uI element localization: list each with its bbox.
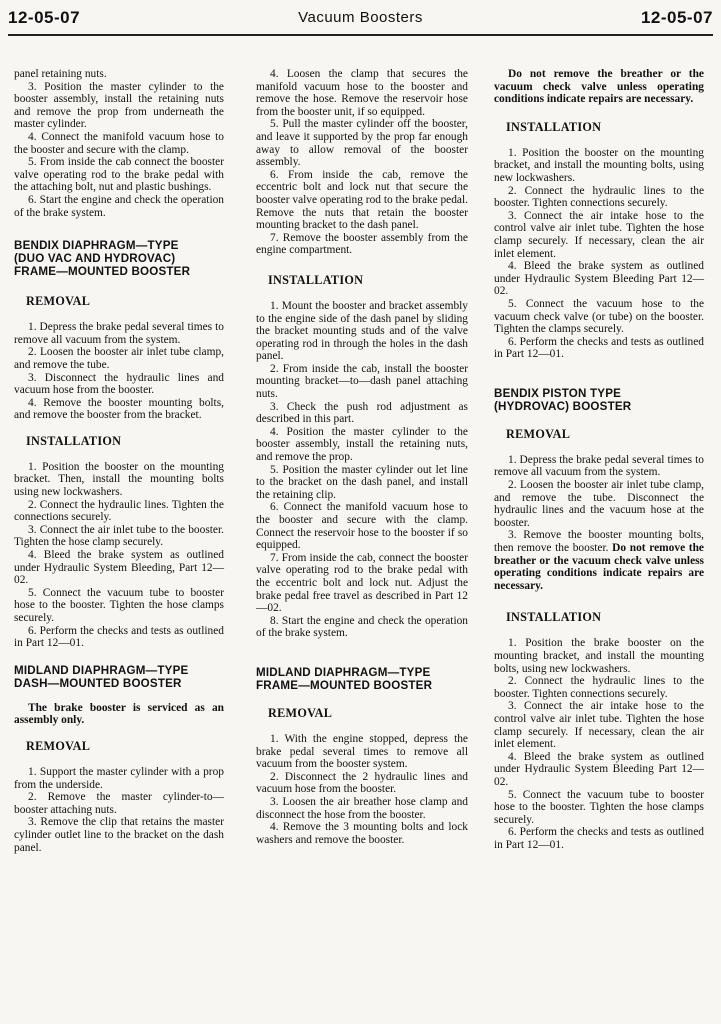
paragraph: 1. Position the booster on the mounting bracket. Then, install the mounting bolts using new lockwashers. bbox=[14, 460, 224, 499]
paragraph: 4. Position the master cylinder to the booster assembly, install the retaining nuts, and remove the prop. bbox=[256, 425, 468, 464]
paragraph: 6. From inside the cab, remove the eccentric bolt and lock nut that secure the booster valve operating rod to the brake pedal. Remove the nuts that retain the booster mounting bracket to the dash panel. bbox=[256, 168, 468, 232]
paragraph: panel retaining nuts. bbox=[14, 68, 107, 80]
paragraph: 4. Remove the 3 mounting bolts and lock washers and remove the booster. bbox=[256, 821, 468, 846]
paragraph: 7. From inside the cab, connect the booster valve operating rod to the brake pedal with the eccentric bolt and lock nut. Adjust the brake pedal free travel as described in Part 12—02. bbox=[256, 551, 468, 615]
paragraph: 6. Perform the checks and tests as outlined in Part 12—01. bbox=[14, 624, 224, 650]
heading-line: DASH—MOUNTED BOOSTER bbox=[14, 676, 182, 690]
column-2 bbox=[256, 68, 468, 846]
subheading-removal: REMOVAL bbox=[268, 705, 333, 720]
paragraph: 6. Connect the manifold vacuum hose to the booster and secure with the clamp. Connect the reservoir hose to the booster if so equipped. bbox=[256, 501, 468, 552]
paragraph: 2. Connect the hydraulic lines to the booster. Tighten connections securely. bbox=[494, 675, 704, 700]
subheading-removal: REMOVAL bbox=[26, 738, 91, 753]
paragraph: 1. Position the booster on the mounting bracket, and install the mounting bolts, using new lockwashers. bbox=[494, 146, 704, 184]
column-1 bbox=[14, 68, 224, 854]
heading-line: (HYDROVAC) BOOSTER bbox=[494, 399, 632, 413]
paragraph: 6. Perform the checks and tests as outlined in Part 12—01. bbox=[494, 335, 704, 361]
paragraph: 4. Bleed the brake system as outlined under Hydraulic System Bleeding Part 12—02. bbox=[494, 260, 704, 298]
paragraph: 1. Mount the booster and bracket assembly to the engine side of the dash panel by sliding the bracket mounting studs and of the valve operating rod in through the holes in the dash panel. bbox=[256, 299, 468, 363]
page-header bbox=[0, 0, 721, 40]
paragraph: 2. Disconnect the 2 hydraulic lines and vacuum hose from the booster. bbox=[256, 770, 468, 796]
paragraph: 8. Start the engine and check the operation of the brake system. bbox=[256, 614, 468, 640]
paragraph: 3. Connect the air intake hose to the control valve air inlet tube. Tighten the hose clamp securely. If necessary, clean the air inlet element. bbox=[494, 700, 704, 751]
paragraph: 5. Position the master cylinder out let line to the bracket on the dash panel, and install the retaining clip. bbox=[256, 463, 468, 501]
heading-line: BENDIX PISTON TYPE bbox=[494, 386, 622, 400]
heading-line: (DUO VAC AND HYDROVAC) bbox=[14, 252, 176, 266]
subheading-removal: REMOVAL bbox=[506, 426, 571, 441]
note: The brake booster is serviced as an assembly only. bbox=[14, 701, 224, 727]
paragraph: 2. Remove the master cylinder-to—booster attaching nuts. bbox=[14, 791, 224, 816]
paragraph: 5. From inside the cab connect the booster valve operating rod to the brake pedal with the attaching bolt, nut and plastic bushings. bbox=[14, 156, 224, 194]
paragraph: 3. Connect the air inlet tube to the booster. Tighten the hose clamp securely. bbox=[14, 523, 224, 549]
paragraph: 6. Perform the checks and tests as outlined in Part 12—01. bbox=[494, 826, 704, 851]
paragraph: 3. Position the master cylinder to the booster assembly, install the retaining nuts and remove the prop from underneath the master cylinder. bbox=[14, 80, 224, 131]
paragraph: 7. Remove the booster assembly from the engine compartment. bbox=[256, 231, 468, 257]
paragraph: 4. Connect the manifold vacuum hose to the booster and secure with the clamp. bbox=[14, 130, 224, 156]
heading-line: FRAME—MOUNTED BOOSTER bbox=[256, 678, 433, 692]
section-heading-midland-frame bbox=[256, 666, 468, 692]
paragraph: 5. Connect the vacuum tube to booster hose to the booster. Tighten the hose clamps securely. bbox=[494, 788, 704, 826]
paragraph: 2. Loosen the booster air inlet tube clamp, and remove the tube. bbox=[14, 346, 224, 371]
page-number-right: 12-05-07 bbox=[640, 8, 713, 27]
paragraph bbox=[494, 529, 704, 592]
paragraph: 5. Pull the master cylinder off the booster, and leave it supported by the prop far enough away to allow removal of the booster assembly. bbox=[256, 118, 468, 169]
note: Do not remove the breather or the vacuum check valve unless operating conditions indicate repairs are necessary. bbox=[494, 68, 704, 106]
paragraph: 4. Loosen the clamp that secures the manifold vacuum hose to the booster and remove the hose. Remove the reservoir hose from the booster unit, if so equipped. bbox=[256, 68, 468, 118]
warning-text: Do not remove the breather or the vacuum check valve unless operating conditions indicate repairs are necessary. bbox=[494, 542, 704, 592]
header-rule bbox=[8, 34, 713, 36]
paragraph: 1. Depress the brake pedal several times to remove all vacuum from the system. bbox=[14, 321, 224, 346]
paragraph: 6. Start the engine and check the operation of the brake system. bbox=[14, 193, 224, 219]
paragraph: 2. Connect the hydraulic lines to the booster. Tighten connections securely. bbox=[494, 184, 704, 210]
paragraph: 5. Connect the vacuum tube to booster hose to the booster. Tighten the hose clamps securely. bbox=[14, 586, 224, 624]
heading-line: FRAME—MOUNTED BOOSTER bbox=[14, 265, 191, 279]
paragraph: 4. Remove the booster mounting bolts, and remove the booster from the bracket. bbox=[14, 396, 224, 422]
section-heading-bendix-diaphragm bbox=[14, 239, 224, 278]
step-text: 3. Remove the booster mounting bolts, then remove the booster. bbox=[494, 529, 704, 555]
column-3 bbox=[494, 68, 704, 852]
paragraph: 5. Connect the vacuum hose to the vacuum check valve (or tube) on the booster. Tighten the clamps securely. bbox=[494, 297, 704, 336]
subheading-installation: INSTALLATION bbox=[268, 272, 364, 287]
page-title: Vacuum Boosters bbox=[298, 9, 423, 26]
paragraph: 1. Position the brake booster on the mounting bracket, and install the mounting bolts, using new lockwashers. bbox=[494, 637, 704, 675]
heading-line: MIDLAND DIAPHRAGM—TYPE bbox=[256, 665, 431, 679]
section-heading-midland-dash bbox=[14, 664, 224, 690]
section-heading-bendix-piston bbox=[494, 387, 704, 413]
paragraph: 3. Loosen the air breather hose clamp and disconnect the hose from the booster. bbox=[256, 795, 468, 821]
heading-line: MIDLAND DIAPHRAGM—TYPE bbox=[14, 663, 189, 677]
subheading-installation: INSTALLATION bbox=[26, 433, 122, 448]
paragraph: 3. Connect the air intake hose to the control valve air inlet tube. Tighten the hose clamp securely. If necessary, clean the air inlet element. bbox=[494, 209, 704, 260]
paragraph: 1. Support the master cylinder with a prop from the underside. bbox=[14, 765, 224, 791]
heading-line: BENDIX DIAPHRAGM—TYPE bbox=[14, 239, 179, 253]
paragraph: 2. Loosen the booster air inlet tube clamp, and remove the tube. Disconnect the hydraulic lines and the vacuum hose at the booster. bbox=[494, 479, 704, 529]
paragraph: 3. Disconnect the hydraulic lines and vacuum hose from the booster. bbox=[14, 371, 224, 397]
subheading-removal: REMOVAL bbox=[26, 294, 91, 309]
paragraph: 2. From inside the cab, install the booster mounting bracket—to—dash panel attaching nuts. bbox=[256, 362, 468, 401]
paragraph: 3. Remove the clip that retains the master cylinder outlet line to the bracket on the dash panel. bbox=[14, 816, 224, 854]
page-number-left: 12-05-07 bbox=[8, 8, 81, 27]
subheading-installation: INSTALLATION bbox=[506, 119, 602, 134]
paragraph: 3. Check the push rod adjustment as described in this part. bbox=[256, 400, 468, 426]
paragraph: 4. Bleed the brake system as outlined under Hydraulic System Bleeding Part 12—02. bbox=[494, 750, 704, 788]
paragraph: 1. Depress the brake pedal several times to remove all vacuum from the system. bbox=[494, 453, 704, 479]
paragraph: 1. With the engine stopped, depress the brake pedal several times to remove all vacuum from the booster system. bbox=[256, 732, 468, 771]
paragraph: 4. Bleed the brake system as outlined under Hydraulic System Bleeding, Part 12—02. bbox=[14, 549, 224, 587]
subheading-installation: INSTALLATION bbox=[506, 610, 602, 625]
paragraph: 2. Connect the hydraulic lines. Tighten the connections securely. bbox=[14, 498, 224, 524]
